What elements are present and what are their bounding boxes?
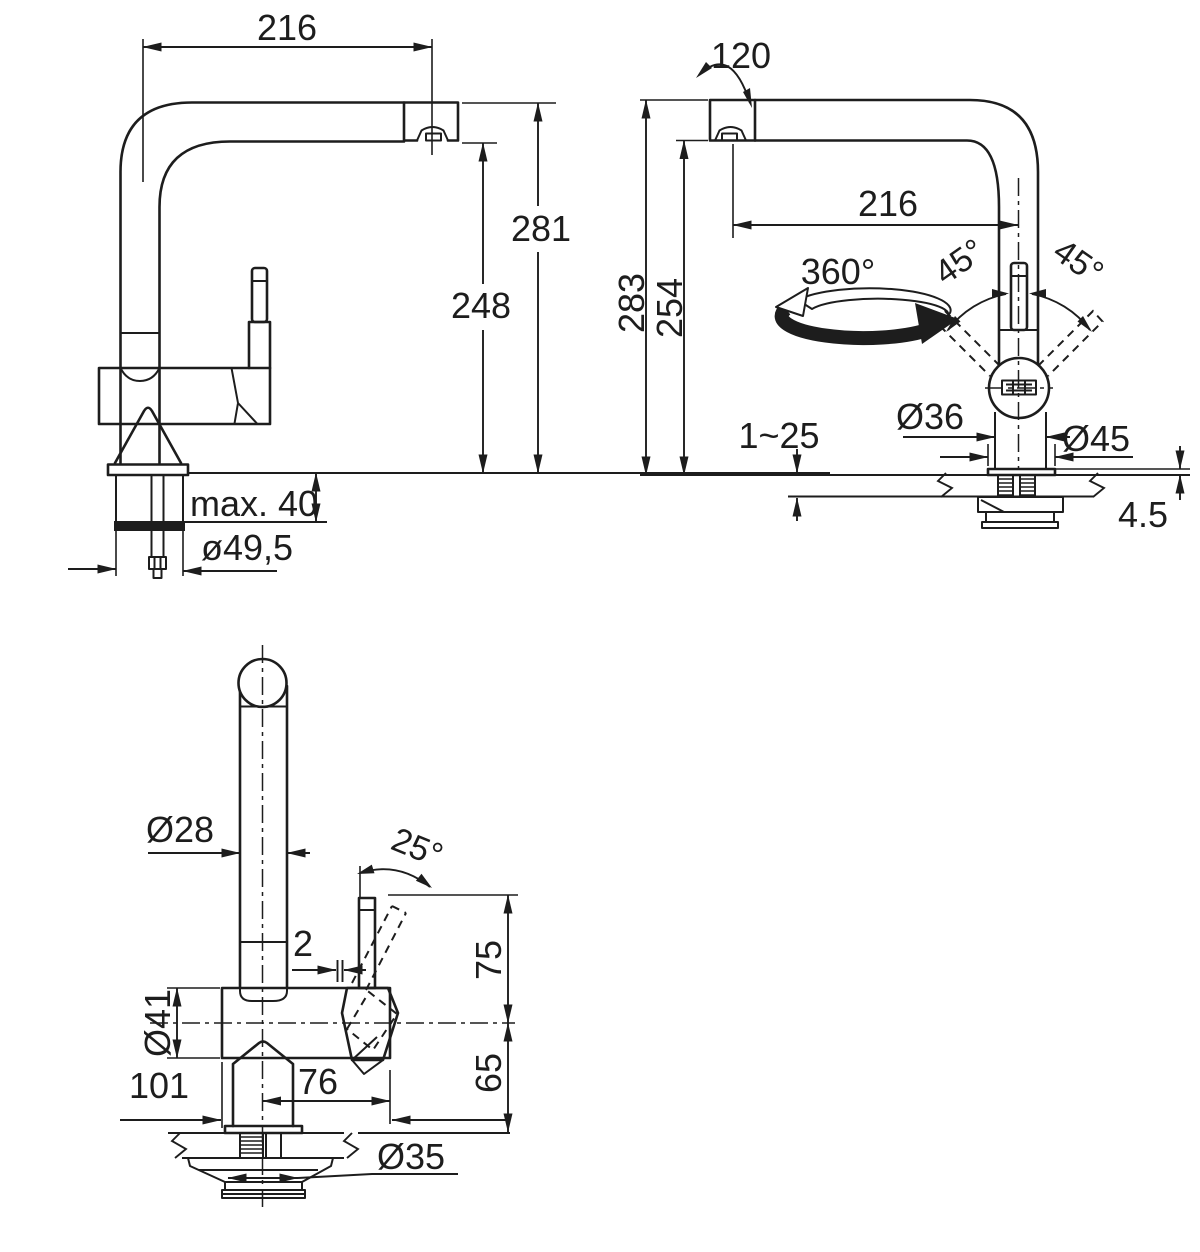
front-dimensions	[611, 35, 1190, 535]
dim-front-shank-label: Ø36	[895, 396, 965, 437]
side-mounting-nut	[149, 557, 166, 569]
dim-rear-clearance-label: 2	[292, 923, 314, 964]
dim-rear-hole-diameter-label: Ø35	[377, 1136, 446, 1177]
rear-base-flange	[225, 1126, 302, 1133]
dim-side-deck-max-label: max. 40	[189, 483, 319, 524]
side-body	[99, 368, 270, 424]
rear-dimensions	[120, 809, 518, 1178]
dim-front-swivel-label: 120	[710, 35, 772, 76]
dim-rear-body-diameter-label: Ø41	[137, 988, 178, 1058]
dim-front-deck-range-label: 1~25	[738, 415, 820, 456]
handle-45-left-arc	[948, 294, 1006, 330]
dim-side-height-total-label: 281	[510, 208, 572, 249]
side-seal-ring	[114, 521, 185, 531]
dim-front-height-spout-label: 254	[649, 277, 690, 339]
rear-faucet-outline	[150, 645, 515, 1208]
dim-front-flange-label: Ø45	[1061, 418, 1131, 459]
side-threaded-rod	[152, 475, 164, 557]
dim-rear-tube-label: Ø28	[145, 809, 215, 850]
dim-front-height-total-label: 283	[611, 272, 652, 334]
handle-45-right-arc	[1032, 294, 1090, 330]
dim-rear-body-to-deck-label: 65	[468, 1052, 509, 1094]
dim-rear-depth-total-label: 101	[128, 1065, 190, 1106]
rotation-360-symbol	[776, 288, 958, 344]
front-handle-45-right-ghost	[1038, 311, 1103, 376]
dim-front-rotation-label: 360°	[800, 251, 876, 292]
rear-view	[120, 645, 518, 1208]
dim-front-reach-label: 216	[857, 183, 919, 224]
dim-side-base-diameter-label: ø49,5	[200, 527, 294, 568]
dim-front-handle-left-label: 45°	[927, 231, 992, 293]
dim-front-handle-right-label: 45°	[1046, 231, 1111, 293]
dim-side-height-spout-label: 248	[450, 285, 512, 326]
dim-front-flange-height-label: 4.5	[1117, 494, 1169, 535]
side-view	[68, 7, 830, 578]
dim-rear-depth-front-label: 76	[297, 1061, 339, 1102]
side-handle-lever	[252, 268, 267, 322]
dim-rear-handle-tilt-label: 25°	[386, 820, 449, 876]
front-view	[611, 35, 1190, 535]
front-undercounter-mount	[978, 475, 1063, 528]
dim-rear-handle-height-label: 75	[468, 939, 509, 981]
dim-side-reach-label: 216	[256, 7, 318, 48]
side-base-flange	[108, 465, 188, 476]
rear-undercounter-mount	[168, 1133, 510, 1198]
